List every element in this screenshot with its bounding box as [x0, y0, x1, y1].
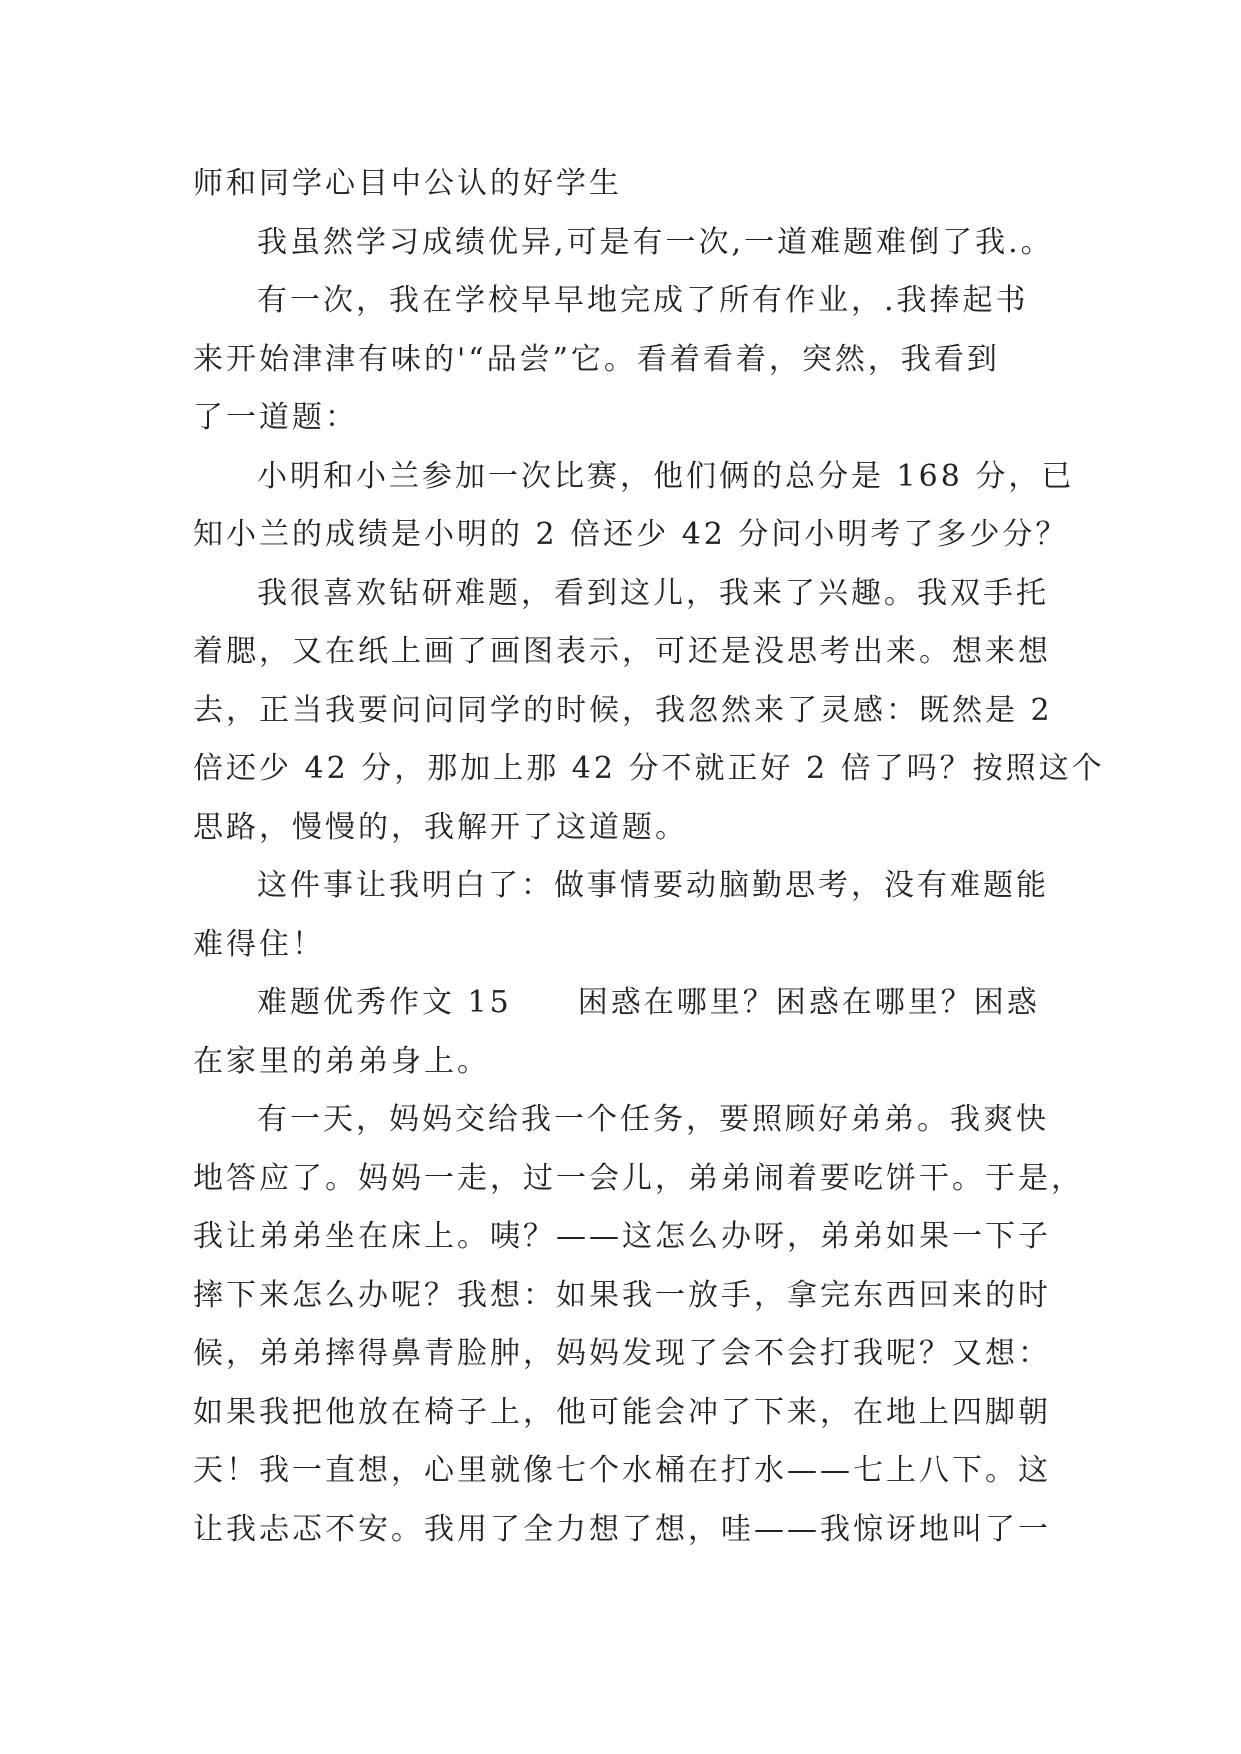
text-line: 有一次，我在学校早早地完成了所有作业，.我捧起书	[257, 283, 1029, 318]
text-line: 我虽然学习成绩优异,可是有一次,一道难题难倒了我.。	[257, 224, 1054, 260]
text-line: 这件事让我明白了：做事情要动脑勤思考，没有难题能	[257, 868, 1049, 903]
text-line: 地答应了。妈妈一走，过一会儿，弟弟闹着要吃饼干。于是，	[193, 1160, 1084, 1196]
text-line: 去，正当我要问问同学的时候，我忽然来了灵感：既然是 2	[193, 692, 1053, 728]
text-line: 如果我把他放在椅子上，他可能会冲了下来，在地上四脚朝	[193, 1394, 1051, 1430]
text-line: 来开始津津有味的'“品尝”它。看着看着，突然，我看到	[193, 341, 1000, 377]
text-line: 思路，慢慢的，我解开了这道题。	[193, 809, 688, 845]
text-line: 在家里的弟弟身上。	[193, 1043, 490, 1079]
text-line: 摔下来怎么办呢？我想：如果我一放手，拿完东西回来的时	[193, 1277, 1051, 1313]
body-text	[193, 155, 1105, 1559]
text-line: 候，弟弟摔得鼻青脸肿，妈妈发现了会不会打我呢？又想：	[193, 1336, 1051, 1371]
text-line: 有一天，妈妈交给我一个任务，要照顾好弟弟。我爽快	[257, 1102, 1049, 1137]
text-line: 了一道题：	[193, 400, 358, 435]
text-line: 倍还少 42 分，那加上那 42 分不就正好 2 倍了吗？按照这个	[193, 751, 1105, 786]
text-line: 小明和小兰参加一次比赛，他们俩的总分是 168 分，已	[257, 458, 1075, 494]
text-line: 我让弟弟坐在床上。咦？——这怎么办呀，弟弟如果一下子	[193, 1219, 1051, 1254]
text-line: 难题优秀作文 15 困惑在哪里？困惑在哪里？困惑	[257, 985, 1040, 1020]
text-line: 着腮，又在纸上画了画图表示，可还是没思考出来。想来想	[193, 634, 1051, 669]
text-line: 难得住！	[193, 926, 325, 962]
text-line: 师和同学心目中公认的好学生	[193, 166, 622, 201]
text-line: 我很喜欢钻研难题，看到这儿，我来了兴趣。我双手托	[257, 575, 1049, 611]
text-line: 让我忐忑不安。我用了全力想了想，哇——我惊讶地叫了一	[193, 1511, 1051, 1547]
text-line: 知小兰的成绩是小明的 2 倍还少 42 分问小明考了多少分？	[193, 517, 1069, 552]
text-line: 天！我一直想，心里就像七个水桶在打水——七上八下。这	[193, 1453, 1051, 1488]
